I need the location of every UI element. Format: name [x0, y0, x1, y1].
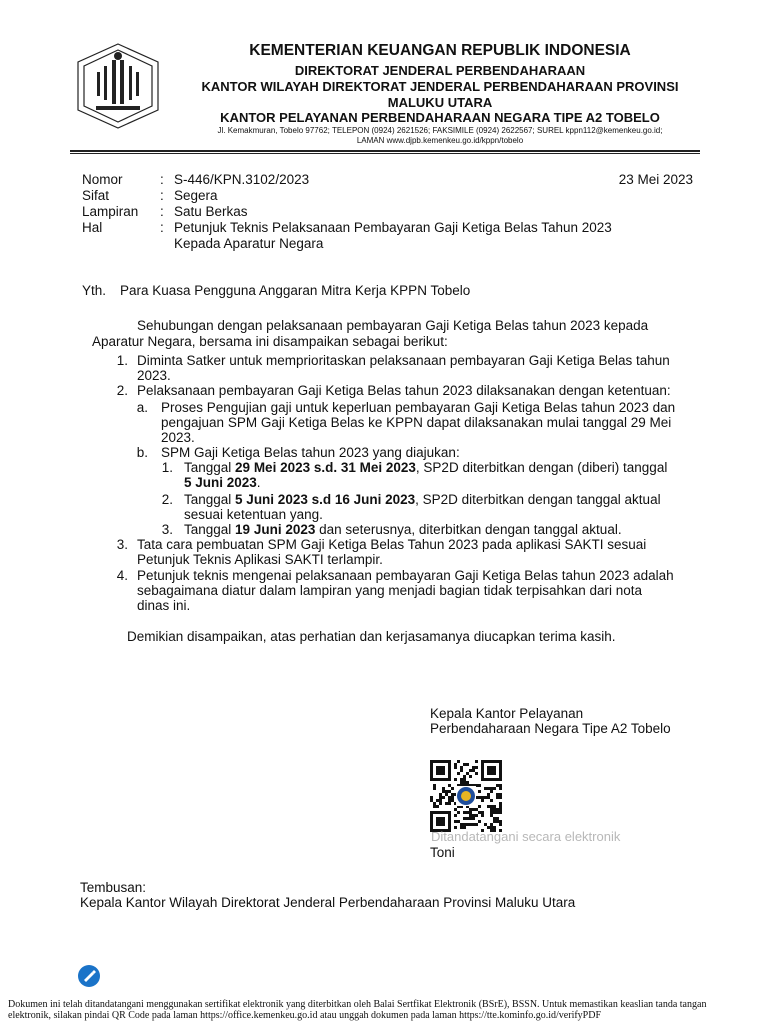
- list-item-text: sebagaimana diatur dalam lampiran yang menjadi bagian tidak terpisahkan dari nota: [137, 583, 643, 598]
- list-item-text: pengajuan SPM Gaji Ketiga Belas ke KPPN dapat dilaksanakan mulai tanggal 29 Mei: [161, 415, 672, 430]
- letter-body: [0, 318, 768, 648]
- closing-text: Demikian disampaikan, atas perhatian dan kerjasamanya diucapkan terima kasih.: [127, 629, 616, 644]
- regional-office-name: KANTOR WILAYAH DIREKTORAT JENDERAL PERBENDAHARAAN PROVINSI: [201, 79, 679, 94]
- letter-date: 23 Mei 2023: [618, 172, 693, 187]
- e-signature-footer: [8, 999, 768, 1021]
- ministry-name: KEMENTERIAN KEUANGAN REPUBLIK INDONESIA: [249, 42, 631, 59]
- text: , SP2D diterbitkan dengan tanggal aktual: [415, 492, 661, 507]
- list-number: 1.: [116, 353, 128, 368]
- text: dan seterusnya, diterbitkan dengan tanggal aktual.: [315, 522, 622, 537]
- nomor-label: Nomor: [82, 172, 123, 187]
- list-number: 2.: [116, 383, 128, 398]
- list-item-text: 2023.: [161, 430, 195, 445]
- list-item-text: Proses Pengujian gaji untuk keperluan pembayaran Gaji Ketiga Belas tahun 2023 dan: [161, 400, 676, 415]
- directorate-header: [160, 63, 720, 111]
- ministry-logo: [72, 40, 164, 132]
- tembusan-label: Tembusan:: [80, 880, 147, 895]
- signatory-title-line: Kepala Kantor Pelayanan: [430, 706, 584, 721]
- tembusan-item: Kepala Kantor Wilayah Direktorat Jenderal Perbendaharaan Provinsi Maluku Utara: [80, 895, 576, 910]
- date: 5 Juni 2023: [184, 475, 257, 490]
- signatory-title: [430, 706, 671, 736]
- sifat-value: Segera: [174, 188, 218, 203]
- signatory-name: Toni: [430, 845, 455, 860]
- colon: :: [160, 172, 164, 187]
- colon: :: [160, 220, 164, 235]
- e-sign-note: Ditandatangani secara elektronik: [431, 829, 621, 844]
- addressee-label: Yth.: [82, 283, 107, 298]
- intro-line: Aparatur Negara, bersama ini disampaikan sebagai berikut:: [92, 334, 448, 349]
- intro-line: Sehubungan dengan pelaksanaan pembayaran Gaji Ketiga Belas tahun 2023 kepada: [137, 318, 649, 333]
- list-item-text: dinas ini.: [137, 598, 191, 613]
- hal-value-continued: Kepada Aparatur Negara: [174, 236, 324, 251]
- hal-value: Petunjuk Teknis Pelaksanaan Pembayaran Gaji Ketiga Belas Tahun 2023: [174, 220, 612, 235]
- date-range: 29 Mei 2023 s.d. 31 Mei 2023: [235, 460, 416, 475]
- directorate-name: DIREKTORAT JENDERAL PERBENDAHARAAN: [294, 63, 586, 78]
- list-letter: b.: [136, 445, 148, 460]
- list-number: 3.: [116, 537, 128, 552]
- bsre-badge-icon: [78, 965, 100, 987]
- sub-item-text: [184, 460, 667, 475]
- text: Tanggal: [184, 522, 236, 537]
- website-line: LAMAN www.djpb.kemenkeu.go.id/kppn/tobelo: [356, 136, 524, 145]
- letter-meta: [0, 172, 768, 252]
- list-number: 4.: [116, 568, 128, 583]
- list-item-text: Petunjuk teknis mengenai pelaksanaan pembayaran Gaji Ketiga Belas tahun 2023 adalah: [137, 568, 674, 583]
- text: Tanggal: [184, 492, 236, 507]
- sifat-label: Sifat: [82, 188, 110, 203]
- sub-item-text: [184, 492, 661, 507]
- list-item-text: Tata cara pembuatan SPM Gaji Ketiga Belas Tahun 2023 pada aplikasi SAKTI sesuai: [137, 537, 647, 552]
- list-item-text: SPM Gaji Ketiga Belas tahun 2023 yang diajukan:: [161, 445, 460, 460]
- header-divider-thin: [70, 153, 700, 154]
- date-range: 5 Juni 2023 s.d 16 Juni 2023: [235, 492, 416, 507]
- sub-item-text: [184, 522, 622, 537]
- addressee-text: Para Kuasa Pengguna Anggaran Mitra Kerja KPPN Tobelo: [120, 283, 471, 298]
- sub-list-number: 3.: [161, 522, 173, 537]
- list-item-text: Pelaksanaan pembayaran Gaji Ketiga Belas tahun 2023 dilaksanakan dengan ketentuan:: [137, 383, 671, 398]
- signatory-title-line: Perbendaharaan Negara Tipe A2 Tobelo: [430, 721, 671, 736]
- colon: :: [160, 188, 164, 203]
- list-letter: a.: [136, 400, 148, 415]
- date: 19 Juni 2023: [235, 522, 316, 537]
- text: , SP2D diterbitkan dengan (diberi) tanggal: [415, 460, 668, 475]
- footer-line: Dokumen ini telah ditandatangani menggunakan sertifikat elektronik yang diterbitkan oleh Balai Sertfikat Elektronik (BSrE), BSSN. Untuk memastikan keaslian tanda tangan: [8, 999, 707, 1010]
- qr-code[interactable]: [430, 760, 502, 832]
- nomor-value: S-446/KPN.3102/2023: [174, 172, 310, 187]
- office-address: [160, 126, 720, 146]
- lampiran-label: Lampiran: [82, 204, 139, 219]
- lampiran-value: Satu Berkas: [174, 204, 248, 219]
- province-name: MALUKU UTARA: [387, 95, 493, 110]
- footer-line: elektronik, silakan pindai QR Code pada laman https://office.kemenkeu.go.id atau unggah dokumen pada laman https://tte.kominfo.go.id/verifyPDF: [8, 1010, 602, 1021]
- list-item-text: Petunjuk Teknis Aplikasi SAKTI terlampir.: [137, 552, 383, 567]
- header-divider: [70, 150, 700, 152]
- sub-list-number: 1.: [161, 460, 173, 475]
- colon: :: [160, 204, 164, 219]
- sub-item-text: [184, 475, 261, 490]
- text: Tanggal: [184, 460, 236, 475]
- office-name: KANTOR PELAYANAN PERBENDAHARAAN NEGARA TIPE A2 TOBELO: [220, 110, 660, 125]
- hal-label: Hal: [82, 220, 103, 235]
- sub-list-number: 2.: [161, 492, 173, 507]
- list-item-text: Diminta Satker untuk memprioritaskan pelaksanaan pembayaran Gaji Ketiga Belas tahun: [137, 353, 670, 368]
- text: .: [256, 475, 261, 490]
- list-item-text: 2023.: [137, 368, 171, 383]
- sub-item-text: sesuai ketentuan yang.: [184, 507, 323, 522]
- address-line: Jl. Kemakmuran, Tobelo 97762; TELEPON (0924) 2621526; FAKSIMILE (0924) 2622567; SUREL kppn112@kemenkeu.go.id;: [217, 126, 663, 135]
